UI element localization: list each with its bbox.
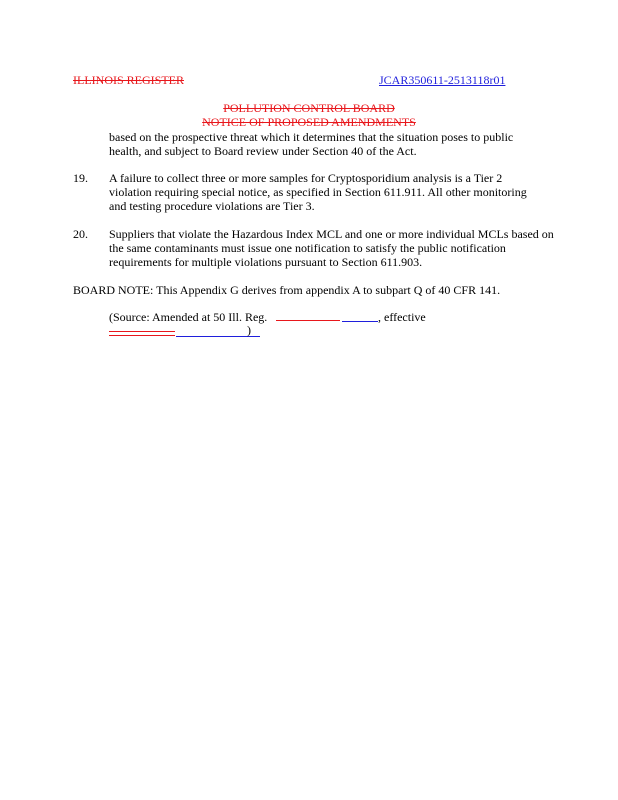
item-19-line-2: violation requiring special notice, as specified in Section 611.911. All other monitoring <box>109 185 527 199</box>
source-deleted-rule-b <box>109 335 175 336</box>
header-left-deleted: ILLINOIS REGISTER <box>73 73 184 87</box>
source-inserted-blank-1 <box>342 321 378 322</box>
source-close: ) <box>247 323 251 337</box>
item-20-line-2: the same contaminants must issue one notification to satisfy the public notification <box>109 241 506 255</box>
item-19-line-1: A failure to collect three or more samples for Cryptosporidium analysis is a Tier 2 <box>109 171 503 185</box>
header-right-inserted: JCAR350611-2513118r01 <box>379 73 506 87</box>
continuation-line-1: based on the prospective threat which it determines that the situation poses to public <box>109 130 514 144</box>
item-number-20: 20. <box>73 227 88 241</box>
notice-title-deleted: NOTICE OF PROPOSED AMENDMENTS <box>202 115 416 129</box>
item-19-line-3: and testing procedure violations are Tier 3. <box>109 199 315 213</box>
source-effective: , effective <box>378 310 426 324</box>
item-20-line-3: requirements for multiple violations pursuant to Section 611.903. <box>109 255 423 269</box>
agency-title-deleted: POLLUTION CONTROL BOARD <box>223 101 395 115</box>
source-deleted-rule-a <box>109 331 175 332</box>
item-20-line-1: Suppliers that violate the Hazardous Index MCL and one or more individual MCLs based on <box>109 227 554 241</box>
source-deleted-blank-1 <box>276 320 340 321</box>
continuation-line-2: health, and subject to Board review under Section 40 of the Act. <box>109 144 417 158</box>
item-number-19: 19. <box>73 171 88 185</box>
board-note: BOARD NOTE: This Appendix G derives from appendix A to subpart Q of 40 CFR 141. <box>73 283 501 297</box>
source-prefix: (Source: Amended at 50 Ill. Reg. <box>109 310 268 324</box>
